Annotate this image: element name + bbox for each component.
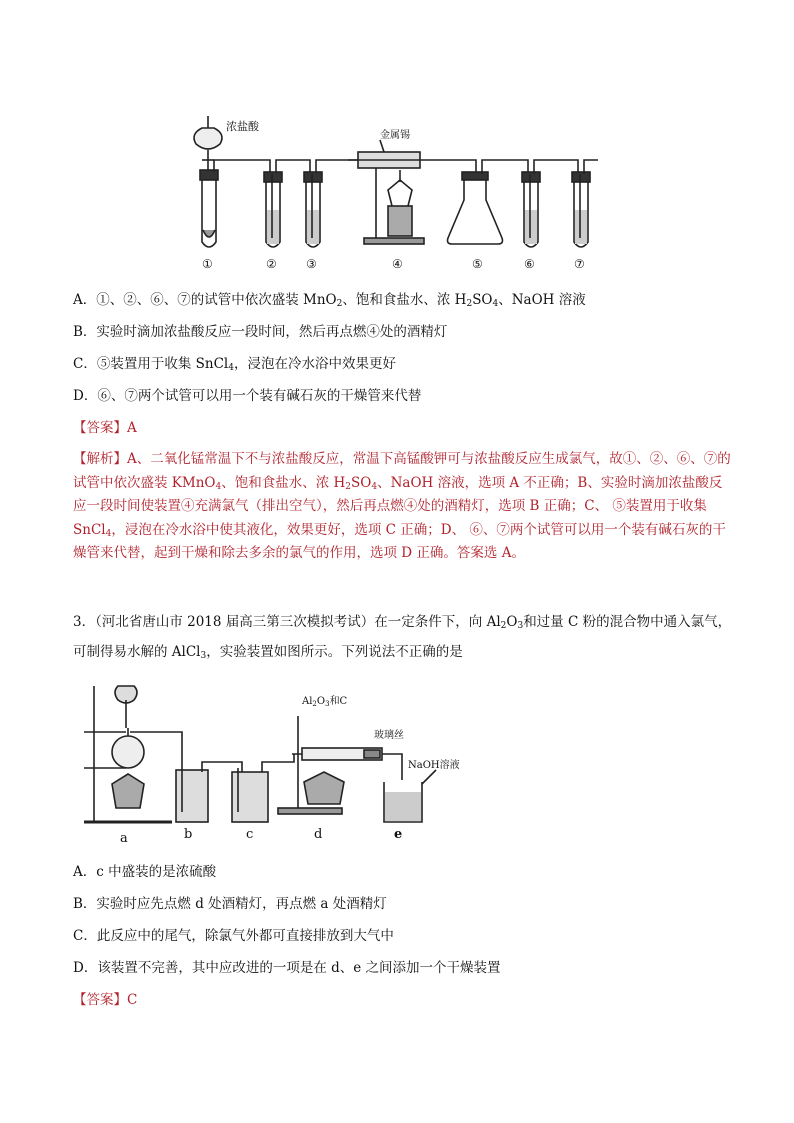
q3-stem-line-1: 3．（河北省唐山市 2018 届高三第三次模拟考试）在一定条件下，向 $Al_2O_3$和过量 C 粉的混合物中通入氯气， — [73, 614, 732, 631]
label-conc-hcl: 浓盐酸 — [226, 120, 259, 133]
tube-label-5: ⑤ — [472, 257, 483, 271]
q2-option-d: D．⑥、⑦两个试管可以用一个装有碱石灰的干燥管来代替 — [73, 388, 422, 404]
apparatus-label-d: d — [314, 827, 323, 842]
tube-label-7: ⑦ — [574, 257, 585, 271]
q2-option-c: C．⑤装置用于收集 SnCl$_4$，浸泡在冷水浴中效果更好 — [73, 356, 396, 373]
tube-label-6: ⑥ — [524, 257, 535, 271]
tube-label-1: ① — [202, 257, 213, 271]
q3-option-d: D．该装置不完善，其中应改进的一项是在 d、e 之间添加一个干燥装置 — [73, 960, 501, 976]
apparatus-label-e: e — [394, 827, 403, 842]
apparatus-label-c: c — [246, 827, 254, 842]
q2-analysis: 【解析】A、二氧化锰常温下不与浓盐酸反应，常温下高锰酸钾可与浓盐酸反应生成氯气，故①、②、⑥、⑦的试管中依次盛装 KMnO$_4$、饱和食盐水、浓 $H_2SO_4$、NaOH 溶液，选项 A 不正确；B、实验时滴加浓盐酸反应一段时间使装置④充满氯气（排出空气），然后再点燃④处的酒精灯，选项 B 正确；C、 ⑤装置用于收集 SnCl$_4$，浸泡在冷水浴中使其液化，效果更好，选项 C 正确；D、 ⑥、⑦两个试管可以用一个装有碱石灰的干燥管来代替，起到干燥和除去多余的氯气的作用，选项 D 正确。答案选 A。 — [73, 451, 731, 561]
q3-option-a: A．c 中盛装的是浓硫酸 — [73, 864, 217, 880]
q3-option-b: B．实验时应先点燃 d 处酒精灯，再点燃 a 处酒精灯 — [73, 896, 387, 912]
apparatus-figure-2 — [72, 672, 492, 852]
apparatus-label-b: b — [184, 827, 193, 842]
q2-answer: 【答案】A — [73, 420, 137, 436]
q3-stem-line-2: 可制得易水解的 AlCl$_3$，实验装置如图所示。下列说法不正确的是 — [73, 644, 463, 661]
label-al2o3-c: $Al_2O_3$和C — [302, 696, 348, 708]
label-naoh-solution: NaOH溶液 — [408, 760, 460, 771]
apparatus-figure-1 — [180, 110, 620, 280]
label-metal-tin: 金属锡 — [380, 130, 410, 141]
tube-label-2: ② — [266, 257, 277, 271]
label-glass-wool: 玻璃丝 — [374, 730, 404, 741]
q2-option-a: A．①、②、⑥、⑦的试管中依次盛装 MnO$_2$、饱和食盐水、浓 $H_2SO_4$、NaOH 溶液 — [73, 292, 586, 309]
q3-option-c: C．此反应中的尾气，除氯气外都可直接排放到大气中 — [73, 928, 394, 944]
apparatus-label-a: a — [120, 831, 128, 846]
q2-option-b: B．实验时滴加浓盐酸反应一段时间，然后再点燃④处的酒精灯 — [73, 324, 448, 340]
q3-answer: 【答案】C — [73, 992, 138, 1008]
tube-label-4: ④ — [392, 257, 403, 271]
tube-label-3: ③ — [306, 257, 317, 271]
